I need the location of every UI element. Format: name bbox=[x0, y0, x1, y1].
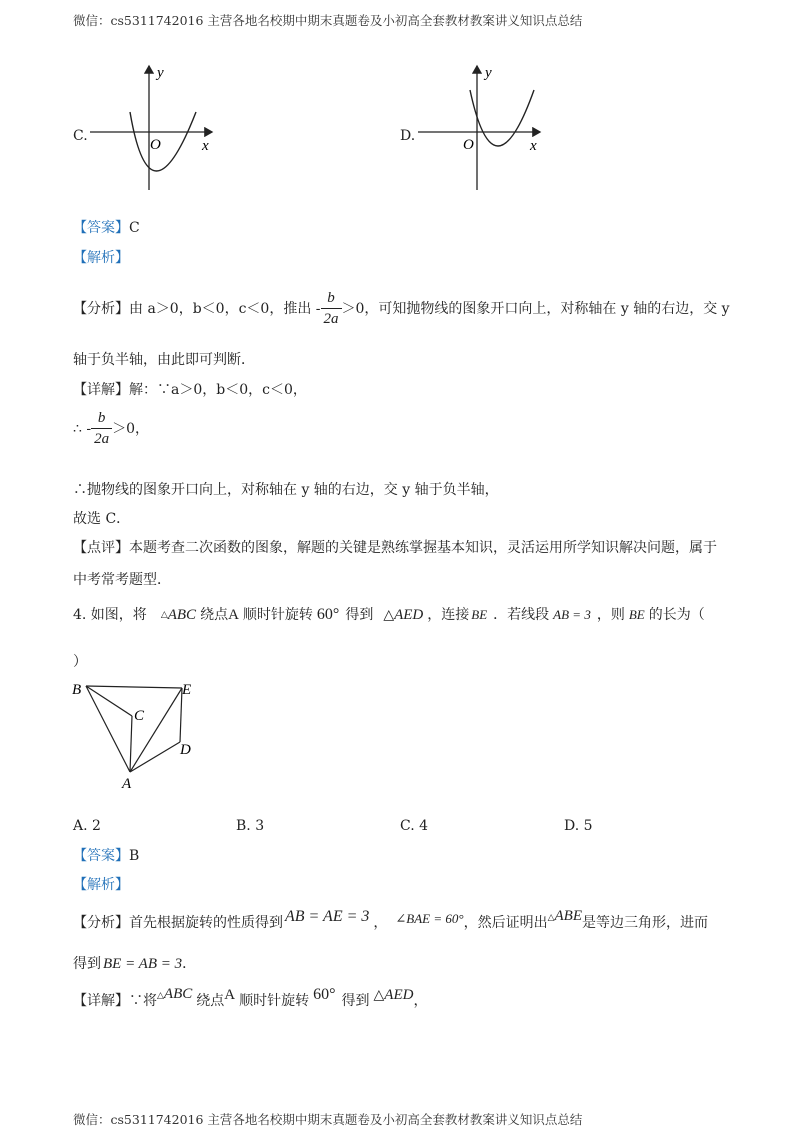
origin-label: O bbox=[463, 137, 474, 153]
eq-angle-bae: ∠BAE = 60° bbox=[395, 911, 464, 926]
point-a: A bbox=[228, 607, 239, 623]
q4-xiangjie-line1 bbox=[73, 986, 428, 1012]
eq-be-ab-3: BE = AB = 3 bbox=[103, 956, 183, 972]
option-letter: D. bbox=[564, 818, 580, 834]
q3-fenxi-line2: 轴于负半轴，由此即可判断． bbox=[73, 352, 255, 368]
fenxi-text: 是等边三角形，进而 bbox=[582, 915, 709, 931]
option-d-label: D. bbox=[400, 128, 416, 144]
option-value: 4 bbox=[419, 818, 429, 834]
q4-option-b bbox=[236, 816, 264, 836]
triangle-abc-name: ABC bbox=[163, 986, 193, 1002]
q3-dianping-line1 bbox=[73, 538, 717, 558]
y-axis-label: y bbox=[485, 65, 492, 81]
q3-analysis-tag: 【解析】 bbox=[73, 250, 129, 266]
fenxi-tag: 【分析】 bbox=[73, 915, 129, 931]
q4-text: ，连接 bbox=[427, 607, 470, 623]
option-c-label: C. bbox=[73, 128, 88, 144]
q3-therefore-2: ∴抛物线的图象开口向上，对称轴在 y 轴的右边，交 y 轴于负半轴， bbox=[73, 482, 499, 498]
q4-text: 绕点 bbox=[200, 607, 229, 623]
triangle-abe-name: ABE bbox=[554, 908, 583, 924]
q4-period: ． bbox=[182, 956, 197, 972]
triangle-icon: △ bbox=[547, 913, 555, 923]
triangle-aed bbox=[383, 605, 423, 625]
parabola-curve bbox=[130, 112, 196, 171]
vertex-b: B bbox=[72, 682, 82, 698]
segment-be: BE bbox=[471, 607, 488, 622]
q4-text: 顺时针旋转 bbox=[242, 607, 313, 623]
q4-option-d bbox=[564, 816, 593, 836]
fenxi-text: 得到 bbox=[73, 956, 101, 972]
xiangjie-text: ， bbox=[413, 993, 428, 1009]
answer-tag: 【答案】 bbox=[73, 848, 129, 864]
triangle-icon: △ bbox=[157, 991, 164, 1001]
q4-option-a bbox=[73, 816, 101, 836]
therefore-tail: ＞0， bbox=[112, 420, 150, 437]
triangle-abe bbox=[548, 906, 582, 928]
rotation-figure bbox=[68, 678, 208, 818]
dianping-tag: 【点评】 bbox=[73, 540, 129, 556]
q4-fenxi-line2 bbox=[73, 954, 196, 974]
triangle-aed-name: AED bbox=[394, 607, 424, 623]
xiangjie-tag: 【详解】 bbox=[73, 382, 129, 398]
answer-tag: 【答案】 bbox=[73, 220, 129, 236]
fenxi-tag: 【分析】 bbox=[73, 300, 129, 317]
q3-fenxi-line1 bbox=[73, 288, 730, 329]
q4-close-paren: ） bbox=[73, 654, 87, 670]
triangle-icon: △ bbox=[160, 610, 168, 620]
xiangjie-text: ∵将 bbox=[129, 993, 157, 1009]
x-axis-label: x bbox=[530, 138, 537, 154]
q4-option-c bbox=[400, 816, 428, 836]
frac-numerator: b bbox=[97, 410, 106, 426]
vertex-e: E bbox=[182, 682, 192, 698]
triangle-aed bbox=[374, 985, 414, 1005]
therefore-text: ∴ - bbox=[73, 420, 92, 437]
vertex-c: C bbox=[134, 708, 145, 724]
dianping-text: 本题考查二次函数的图象，解题的关键是熟练掌握基本知识，灵活运用所学知识解决问题，属于 bbox=[129, 540, 717, 556]
triangle-icon: △ bbox=[373, 987, 385, 1003]
parabola-graph-c bbox=[90, 60, 220, 195]
option-value: 2 bbox=[92, 818, 101, 834]
segment-be: BE bbox=[628, 607, 645, 622]
xiangjie-text: 顺时针旋转 bbox=[239, 993, 310, 1009]
q4-comma: ， bbox=[373, 915, 388, 931]
option-letter: A. bbox=[73, 818, 88, 834]
xiangjie-text: 绕点 bbox=[196, 993, 225, 1009]
xiangjie-tag: 【详解】 bbox=[73, 993, 129, 1009]
q4-text: 的长为（ bbox=[648, 607, 705, 623]
frac-denominator: 2a bbox=[91, 428, 112, 449]
answer-value: C bbox=[129, 220, 140, 236]
q3-choose: 故选 C． bbox=[73, 511, 131, 527]
fenxi-text: 首先根据旋转的性质得到 bbox=[129, 915, 283, 931]
eq-ab-ae-3: AB = AE = 3 bbox=[285, 908, 370, 925]
q4-number: 4. 如图，将 bbox=[73, 607, 147, 623]
option-letter: B. bbox=[236, 818, 251, 834]
fenxi-text: ，然后证明出 bbox=[463, 915, 548, 931]
point-a: A bbox=[224, 987, 236, 1003]
origin-label: O bbox=[150, 137, 161, 153]
parabola-graph-d bbox=[418, 60, 548, 195]
fraction-b-over-2a bbox=[321, 288, 342, 329]
option-value: 3 bbox=[255, 818, 265, 834]
option-value: 5 bbox=[583, 818, 593, 834]
page-header: 微信：cs5311742016 主营各地名校期中期末真题卷及小初高全套教材教案讲义知识点总结 bbox=[73, 13, 583, 28]
q4-text: ，则 bbox=[596, 607, 625, 623]
triangle-icon: △ bbox=[383, 607, 395, 623]
ab-equals-3: AB = 3 bbox=[553, 607, 591, 622]
x-axis-label: x bbox=[202, 138, 209, 154]
xiangjie-text: 得到 bbox=[341, 993, 370, 1009]
frac-numerator: b bbox=[327, 290, 335, 306]
fenxi-text-2: ＞0，可知抛物线的图象开口向上，对称轴在 y 轴的右边，交 y bbox=[341, 300, 730, 317]
q3-therefore-1 bbox=[73, 408, 149, 449]
frac-denominator: 2a bbox=[321, 308, 342, 329]
angle-60: 60° bbox=[313, 986, 336, 1003]
q3-answer bbox=[73, 218, 140, 238]
triangle-aed-name: AED bbox=[384, 987, 414, 1003]
triangle-abc-name: ABC bbox=[167, 607, 197, 623]
q4-question-line1 bbox=[73, 605, 705, 625]
q4-text: ．若线段 bbox=[493, 607, 550, 623]
triangle-abc bbox=[157, 984, 192, 1006]
q4-text: 得到 bbox=[345, 607, 374, 623]
q3-xiangjie bbox=[73, 380, 307, 400]
y-axis-label: y bbox=[157, 65, 164, 81]
q3-dianping-line2: 中考常考题型． bbox=[73, 572, 171, 588]
page-footer: 微信：cs5311742016 主营各地名校期中期末真题卷及小初高全套教材教案讲义知识点总结 bbox=[73, 1112, 583, 1127]
vertex-d: D bbox=[180, 742, 191, 758]
q4-answer bbox=[73, 846, 139, 866]
parabola-curve bbox=[470, 90, 534, 146]
fraction-b-over-2a bbox=[91, 408, 112, 449]
triangle-abc bbox=[161, 605, 196, 625]
answer-value: B bbox=[129, 848, 140, 864]
angle-60: 60° bbox=[316, 606, 340, 623]
q4-analysis-tag: 【解析】 bbox=[73, 877, 129, 893]
q4-fenxi-line1 bbox=[73, 908, 709, 934]
fenxi-text-1: 由 a＞0，b＜0，c＜0，推出 - bbox=[129, 300, 321, 317]
option-letter: C. bbox=[400, 818, 415, 834]
vertex-a: A bbox=[122, 776, 132, 792]
xiangjie-text: 解：∵a＞0，b＜0，c＜0， bbox=[129, 382, 307, 398]
